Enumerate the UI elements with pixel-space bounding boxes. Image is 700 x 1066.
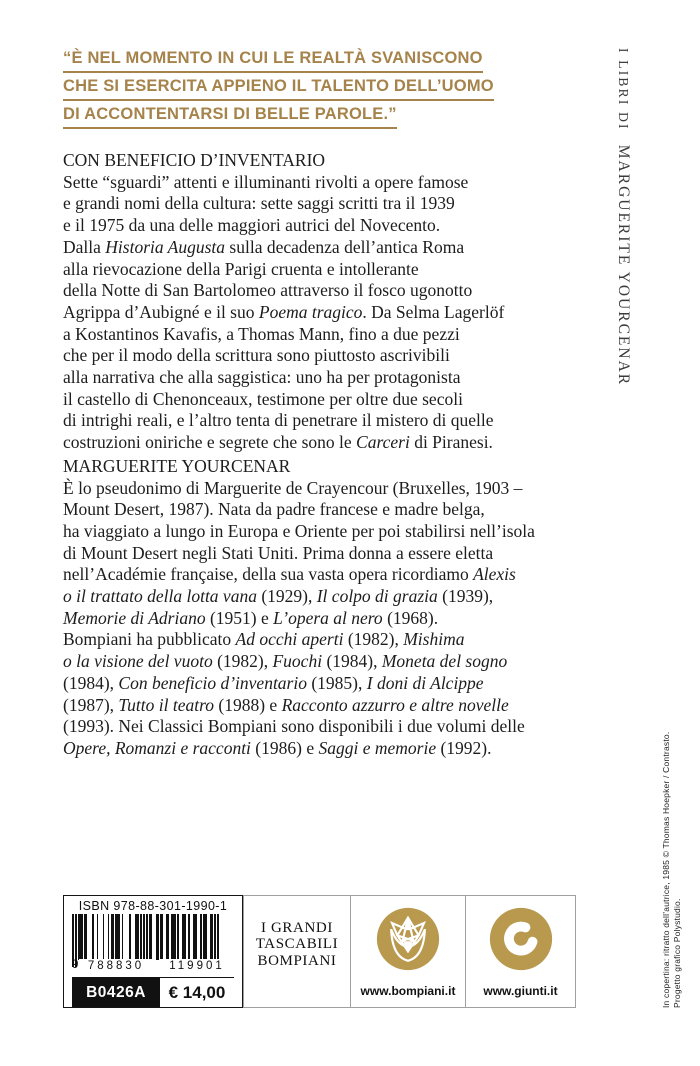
author-name-heading: MARGUERITE YOURCENAR [63,455,291,476]
text-line: nell’Académie française, della sua vasta opera ricordiamo Alexis [63,564,516,585]
book-title-heading: CON BENEFICIO D’INVENTARIO [63,150,326,170]
text-line: Progetto grafico Polystudio. [671,898,682,1008]
text-line: (1987), Tutto il teatro (1988) e Racconto azzurro e altre novelle [63,694,509,715]
author-bio-section [63,456,583,760]
description-block [63,150,583,760]
text-line: costruzioni oniriche e segrete che sono le Carceri di Piranesi. [63,432,493,453]
author-bio-text [63,478,583,760]
edition-code-badge: B0426A [72,978,160,1007]
text-line: alla narrativa che alla saggistica: uno ha per protagonista [63,367,461,388]
text-line: e grandi nomi della cultura: sette saggi scritti tra il 1939 [63,193,455,214]
text-line: Memorie di Adriano (1951) e L’opera al nero (1968). [63,607,439,628]
text-line: “È NEL MOMENTO IN CUI LE REALTÀ SVANISCONO [63,47,494,73]
giunti-logo-cell [465,896,575,1007]
spine-title [614,48,632,386]
text-line: Bompiani ha pubblicato Ad occhi aperti (1982), Mishima [63,629,465,650]
text-line: Opere, Romanzi e racconti (1986) e Saggi e memorie (1992). [63,737,492,758]
text-line: DI ACCONTENTARSI DI BELLE PAROLE.” [63,103,494,129]
text-line: (1984), Con beneficio d’inventario (1985), I doni di Alcippe [63,672,484,693]
text-line: I GRANDI [261,919,333,936]
cover-quote [63,47,494,131]
book-description-section [63,150,583,454]
text-line: Agrippa d’Aubigné e il suo Poema tragico. Da Selma Lagerlöf [63,301,505,322]
giunti-g-logo-icon [489,907,553,971]
text-line: TASCABILI [255,936,339,953]
text-line: il castello di Chenonceaux, testimone per oltre due secoli [63,388,463,409]
price-row [72,977,234,1007]
barcode-middle-guard-gap [153,959,160,972]
text-line: della Notte di San Bartolomeo attraverso il fosco ugonotto [63,280,473,301]
bompiani-tulip-logo-icon [376,907,440,971]
text-line: In copertina: ritratto dell’autrice, 1985 © Thomas Hoepker / Contrasto. [661,731,671,1008]
text-line: a Kostantinos Kavafis, a Thomas Mann, fino a due pezzi [63,323,460,344]
spine-series-label: I LIBRI DI [616,48,631,131]
text-line: di Mount Desert negli Stati Uniti. Prima donna a essere eletta [63,542,494,563]
text-line: Dalla Historia Augusta sulla decadenza dell’antica Roma [63,236,465,257]
footer-strip [63,895,576,1008]
text-line: (1993). Nei Classici Bompiani sono disponibili i due volumi delle [63,716,525,737]
text-line: o la visione del vuoto (1982), Fuochi (1984), Moneta del sogno [63,651,508,672]
barcode-left-digits: 788830 [79,959,153,972]
imprint-cell [243,896,350,1007]
barcode-cell [63,895,243,1008]
barcode-first-digit: 9 [72,959,79,971]
text-line: e il 1975 da una delle maggiori autrici del Novecento. [63,215,441,236]
text-line: È lo pseudonimo di Marguerite de Crayencour (Bruxelles, 1903 – [63,477,523,498]
text-line: che per il modo della scrittura sono piuttosto ascrivibili [63,345,450,366]
text-line: Mount Desert, 1987). Nata da padre francese e madre belga, [63,499,485,520]
spine-author-name: MARGUERITE YOURCENAR [615,144,632,387]
barcode-digits [72,959,234,972]
barcode-right-digits: 119901 [160,959,234,972]
text-line: di intrighi reali, e l’altro tenta di penetrare il mistero di quelle [63,410,494,431]
text-line: BOMPIANI [257,952,337,969]
text-line: alla rievocazione della Parigi cruenta e intollerante [63,258,419,279]
giunti-url: www.giunti.it [483,984,558,998]
bompiani-logo-cell [350,896,465,1007]
text-line: o il trattato della lotta vana (1929), Il colpo di grazia (1939), [63,586,494,607]
text-line: ha viaggiato a lungo in Europa e Oriente per poi stabilirsi nell’isola [63,520,535,541]
text-line: CHE SI ESERCITA APPIENO IL TALENTO DELL’UOMO [63,75,494,101]
bompiani-url: www.bompiani.it [360,984,456,998]
photo-credit [661,732,682,1008]
isbn-label: ISBN 978-88-301-1990-1 [78,899,228,913]
text-line: Sette “sguardi” attenti e illuminanti rivolti a opere famose [63,171,469,192]
book-description-text [63,172,583,454]
price-label: € 14,00 [168,982,226,1002]
